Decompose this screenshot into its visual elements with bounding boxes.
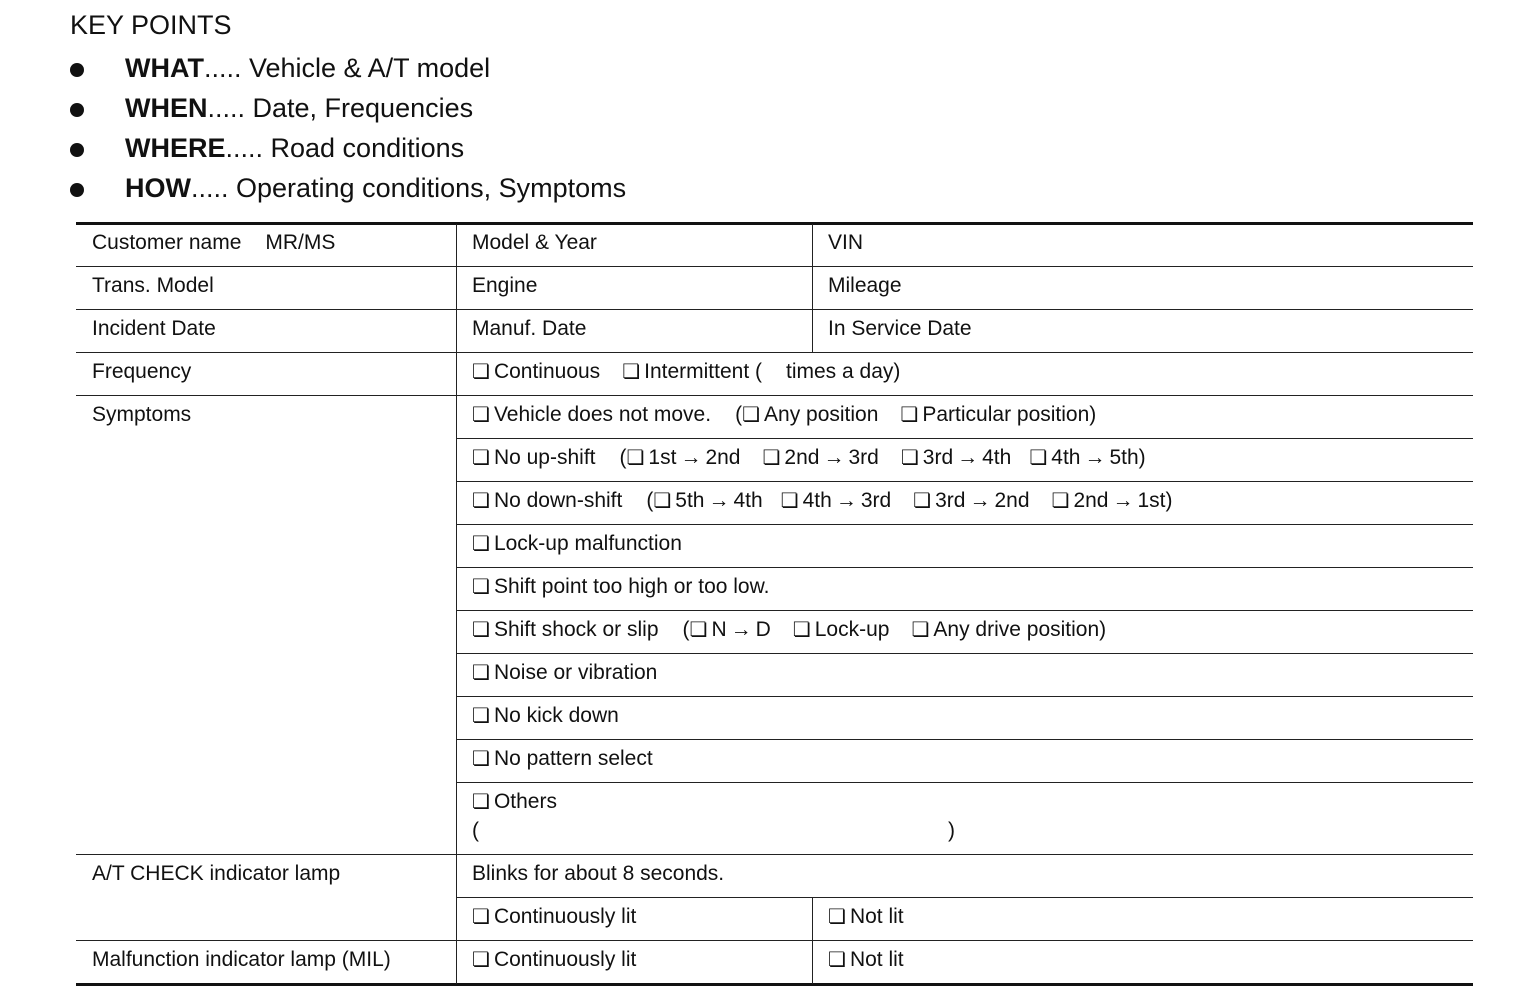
frequency-label: Frequency bbox=[92, 360, 192, 383]
checkbox-icon: ❏ bbox=[472, 490, 490, 512]
at-check-label: A/T CHECK indicator lamp bbox=[92, 862, 341, 885]
others-close-paren: ) bbox=[948, 819, 955, 842]
upshift-3-4-checkbox[interactable]: ❏ 3rd → 4th bbox=[900, 446, 1012, 469]
key-point-keyword: WHERE bbox=[125, 133, 226, 163]
row-divider bbox=[76, 395, 1473, 396]
row-divider bbox=[456, 782, 1473, 783]
checkbox-icon: ❏ bbox=[472, 619, 490, 641]
model-year-field[interactable]: Model & Year bbox=[472, 231, 597, 254]
bullet-icon bbox=[70, 63, 84, 77]
column-divider bbox=[812, 224, 813, 352]
row-divider bbox=[456, 610, 1473, 611]
checkbox-icon: ❏ bbox=[472, 791, 490, 813]
checkbox-icon: ❏ bbox=[792, 619, 811, 641]
manuf-date-field[interactable]: Manuf. Date bbox=[472, 317, 587, 340]
checkbox-icon: ❏ bbox=[900, 447, 919, 469]
checkbox-icon: ❏ bbox=[1051, 490, 1070, 512]
shift-point-checkbox[interactable]: ❏ Shift point too high or too low. bbox=[472, 575, 770, 598]
arrow-right-icon: → bbox=[969, 489, 991, 512]
particular-position-checkbox[interactable]: ❏ Particular position) bbox=[900, 403, 1097, 426]
mileage-field[interactable]: Mileage bbox=[828, 274, 902, 297]
checkbox-icon: ❏ bbox=[472, 404, 490, 426]
symptom-no-upshift: ❏ No up-shift (❏ 1st → 2nd ❏ 2nd → 3rd ❏ 3rd → 4th ❏ 4th → 5th) bbox=[472, 446, 1146, 469]
checkbox-icon: ❏ bbox=[900, 404, 919, 426]
arrow-right-icon: → bbox=[730, 618, 752, 641]
checkbox-icon: ❏ bbox=[689, 619, 708, 641]
mil-not-lit-checkbox[interactable]: ❏ Not lit bbox=[828, 948, 904, 971]
row-divider bbox=[76, 309, 1473, 310]
key-point-text: ..... Vehicle & A/T model bbox=[203, 53, 491, 83]
shock-lockup-checkbox[interactable]: ❏ Lock-up bbox=[792, 618, 890, 641]
at-check-not-lit-checkbox[interactable]: ❏ Not lit bbox=[828, 905, 904, 928]
checkbox-icon: ❏ bbox=[472, 533, 490, 555]
lockup-malfunction-checkbox[interactable]: ❏ Lock-up malfunction bbox=[472, 532, 682, 555]
checkbox-icon: ❏ bbox=[911, 619, 930, 641]
symptom-shift-shock: ❏ Shift shock or slip (❏ N → D ❏ Lock-up ❏ Any drive position) bbox=[472, 618, 1107, 641]
key-point-keyword: WHEN bbox=[125, 93, 208, 123]
downshift-5-4-checkbox[interactable]: ❏ 5th → 4th bbox=[653, 489, 763, 512]
column-divider bbox=[456, 224, 457, 984]
row-divider bbox=[456, 897, 1473, 898]
checkbox-icon: ❏ bbox=[472, 361, 490, 383]
mr-ms-label: MR/MS bbox=[265, 231, 336, 254]
others-checkbox[interactable]: ❏ Others bbox=[472, 790, 557, 813]
upshift-4-5-checkbox[interactable]: ❏ 4th → 5th) bbox=[1029, 446, 1146, 469]
row-divider bbox=[76, 940, 1473, 941]
checkbox-icon: ❏ bbox=[472, 576, 490, 598]
customer-name-label: Customer name bbox=[92, 231, 242, 254]
bullet-icon bbox=[70, 143, 84, 157]
row-divider bbox=[456, 696, 1473, 697]
any-position-checkbox[interactable]: ❏ Any position bbox=[742, 403, 879, 426]
row-divider bbox=[456, 567, 1473, 568]
others-open-paren: ( bbox=[472, 819, 479, 842]
arrow-right-icon: → bbox=[957, 446, 979, 469]
key-points-heading: KEY POINTS bbox=[70, 10, 232, 40]
bullet-icon bbox=[70, 183, 84, 197]
no-pattern-select-checkbox[interactable]: ❏ No pattern select bbox=[472, 747, 653, 770]
engine-field[interactable]: Engine bbox=[472, 274, 538, 297]
key-point-text: ..... Operating conditions, Symptoms bbox=[190, 173, 627, 203]
checkbox-icon: ❏ bbox=[472, 705, 490, 727]
row-divider bbox=[76, 352, 1473, 353]
times-a-day-label: times a day) bbox=[786, 360, 901, 383]
checkbox-icon: ❏ bbox=[472, 662, 490, 684]
checkbox-icon: ❏ bbox=[828, 949, 846, 971]
key-point-keyword: WHAT bbox=[125, 53, 204, 83]
row-divider bbox=[456, 739, 1473, 740]
checkbox-icon: ❏ bbox=[1029, 447, 1048, 469]
intermittent-checkbox[interactable]: ❏ Intermittent ( bbox=[622, 360, 762, 383]
arrow-right-icon: → bbox=[708, 489, 730, 512]
mil-label: Malfunction indicator lamp (MIL) bbox=[92, 948, 391, 971]
incident-date-field[interactable]: Incident Date bbox=[92, 317, 216, 340]
checkbox-icon: ❏ bbox=[780, 490, 799, 512]
checkbox-icon: ❏ bbox=[762, 447, 781, 469]
at-check-continuously-lit-checkbox[interactable]: ❏ Continuously lit bbox=[472, 905, 637, 928]
symptom-vehicle-no-move: ❏ Vehicle does not move. (❏ Any position ❏ Particular position) bbox=[472, 403, 1097, 426]
column-divider bbox=[812, 897, 813, 984]
arrow-right-icon: → bbox=[823, 446, 845, 469]
checkbox-icon: ❏ bbox=[472, 447, 490, 469]
no-upshift-checkbox[interactable]: ❏ No up-shift bbox=[472, 446, 596, 469]
bullet-icon bbox=[70, 103, 84, 117]
key-point-text: ..... Date, Frequencies bbox=[207, 93, 474, 123]
row-divider bbox=[456, 524, 1473, 525]
customer-name-field[interactable] bbox=[92, 230, 335, 256]
shift-shock-checkbox[interactable]: ❏ Shift shock or slip bbox=[472, 618, 659, 641]
no-kickdown-checkbox[interactable]: ❏ No kick down bbox=[472, 704, 619, 727]
row-divider bbox=[76, 266, 1473, 267]
row-divider bbox=[76, 854, 1473, 855]
no-downshift-checkbox[interactable]: ❏ No down-shift bbox=[472, 489, 623, 512]
upshift-2-3-checkbox[interactable]: ❏ 2nd → 3rd bbox=[762, 446, 879, 469]
table-bottom-rule bbox=[76, 983, 1473, 986]
trans-model-field[interactable]: Trans. Model bbox=[92, 274, 214, 297]
checkbox-icon: ❏ bbox=[472, 949, 490, 971]
at-check-blinks-text: Blinks for about 8 seconds. bbox=[472, 862, 725, 885]
vin-field[interactable]: VIN bbox=[828, 231, 864, 254]
any-drive-position-checkbox[interactable]: ❏ Any drive position) bbox=[911, 618, 1107, 641]
checkbox-icon: ❏ bbox=[742, 404, 761, 426]
row-divider bbox=[456, 481, 1473, 482]
row-divider bbox=[456, 438, 1473, 439]
downshift-3-2-checkbox[interactable]: ❏ 3rd → 2nd bbox=[913, 489, 1030, 512]
table-top-rule bbox=[76, 222, 1473, 225]
arrow-right-icon: → bbox=[680, 446, 702, 469]
continuous-checkbox[interactable]: ❏ Continuous bbox=[472, 360, 601, 383]
mil-continuously-lit-checkbox[interactable]: ❏ Continuously lit bbox=[472, 948, 637, 971]
arrow-right-icon: → bbox=[835, 489, 857, 512]
checkbox-icon: ❏ bbox=[828, 906, 846, 928]
downshift-4-3-checkbox[interactable]: ❏ 4th → 3rd bbox=[780, 489, 892, 512]
frequency-options bbox=[472, 359, 900, 385]
noise-vibration-checkbox[interactable]: ❏ Noise or vibration bbox=[472, 661, 658, 684]
vehicle-no-move-checkbox[interactable]: ❏ Vehicle does not move. bbox=[472, 403, 712, 426]
symptom-no-downshift: ❏ No down-shift (❏ 5th → 4th ❏ 4th → 3rd ❏ 3rd → 2nd ❏ 2nd → 1st) bbox=[472, 489, 1173, 512]
symptoms-label: Symptoms bbox=[92, 403, 192, 426]
checkbox-icon: ❏ bbox=[622, 361, 641, 383]
arrow-right-icon: → bbox=[1084, 446, 1106, 469]
checkbox-icon: ❏ bbox=[626, 447, 645, 469]
arrow-right-icon: → bbox=[1112, 489, 1134, 512]
upshift-1-2-checkbox[interactable]: ❏ 1st → 2nd bbox=[626, 446, 741, 469]
key-point-text: ..... Road conditions bbox=[225, 133, 465, 163]
key-point-keyword: HOW bbox=[125, 173, 191, 203]
n-to-d-checkbox[interactable]: ❏ N → D bbox=[689, 618, 771, 641]
checkbox-icon: ❏ bbox=[472, 748, 490, 770]
in-service-date-field[interactable]: In Service Date bbox=[828, 317, 972, 340]
checkbox-icon: ❏ bbox=[913, 490, 932, 512]
row-divider bbox=[456, 653, 1473, 654]
checkbox-icon: ❏ bbox=[653, 490, 672, 512]
downshift-2-1-checkbox[interactable]: ❏ 2nd → 1st) bbox=[1051, 489, 1173, 512]
checkbox-icon: ❏ bbox=[472, 906, 490, 928]
